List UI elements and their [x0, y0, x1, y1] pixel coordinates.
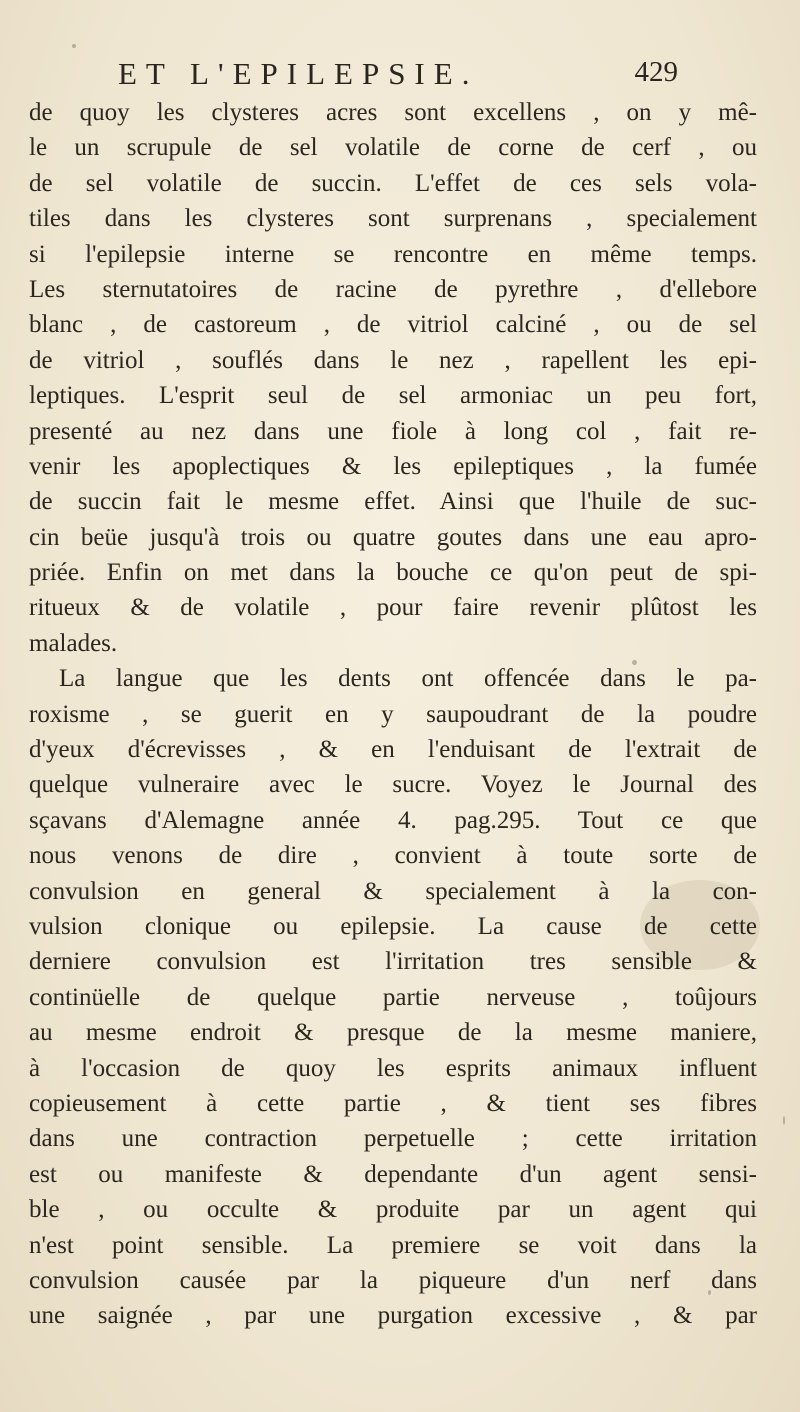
page-header [118, 56, 678, 96]
text-line: à l'occasion de quoy les esprits animaux influent [29, 1054, 757, 1082]
text-line: si l'epilepsie interne se rencontre en même temps. [29, 240, 757, 268]
text-line: quelque vulneraire avec le sucre. Voyez le Journal des [29, 771, 757, 799]
text-line: le un scrupule de sel volatile de corne de cerf , ou [29, 134, 757, 162]
text-line: Les sternutatoires de racine de pyrethre , d'ellebore [29, 275, 757, 303]
text-line: convulsion causée par la piqueure d'un nerf dans [29, 1266, 757, 1294]
text-line: roxisme , se guerit en y saupoudrant de la poudre [29, 700, 757, 728]
text-line: copieusement à cette partie , & tient ses fibres [29, 1089, 757, 1117]
text-line: ritueux & de volatile , pour faire revenir plûtost les [29, 594, 757, 622]
text-line: continüelle de quelque partie nerveuse , toûjours [29, 983, 757, 1011]
text-line: leptiques. L'esprit seul de sel armoniac un peu fort, [29, 382, 757, 410]
text-line: une saignée , par une purgation excessive , & par [29, 1302, 757, 1330]
text-line: ble , ou occulte & produite par un agent qui [29, 1196, 757, 1224]
text-line: de quoy les clysteres acres sont excellens , on y mê- [29, 99, 757, 126]
text-line: malades. [29, 629, 118, 657]
text-line: derniere convulsion est l'irritation tres sensible & [29, 948, 757, 976]
ink-speck [783, 1116, 785, 1125]
text-line: d'yeux d'écrevisses , & en l'enduisant de l'extrait de [29, 736, 757, 764]
body-text [29, 95, 757, 1334]
paragraph-start-line: La langue que les dents ont offencée dans le pa- [59, 665, 757, 693]
page-number: 429 [634, 56, 678, 88]
text-line: est ou manifeste & dependante d'un agent sensi- [29, 1160, 757, 1188]
text-line: blanc , de castoreum , de vitriol calciné , ou de sel [29, 311, 757, 339]
text-line: de vitriol , souflés dans le nez , rapellent les epi- [29, 346, 757, 374]
text-line: dans une contraction perpetuelle ; cette irritation [29, 1125, 757, 1153]
running-head: ET L'EPILEPSIE. [118, 56, 479, 91]
text-line: sçavans d'Alemagne année 4. pag.295. Tout ce que [29, 806, 757, 834]
text-line: nous venons de dire , convient à toute sorte de [29, 842, 757, 870]
text-line: de sel volatile de succin. L'effet de ces sels vola- [29, 169, 757, 197]
text-line: venir les apoplectiques & les epileptiques , la fumée [29, 452, 757, 480]
text-line: presenté au nez dans une fiole à long col , fait re- [29, 417, 757, 445]
text-line: n'est point sensible. La premiere se voit dans la [29, 1231, 757, 1259]
text-line: convulsion en general & specialement à la con- [29, 877, 757, 905]
text-line: cin beüe jusqu'à trois ou quatre goutes dans une eau apro- [29, 523, 757, 551]
text-line: vulsion clonique ou epilepsie. La cause de cette [29, 912, 757, 940]
text-line: tiles dans les clysteres sont surprenans , specialement [29, 205, 757, 233]
ink-speck [72, 44, 76, 48]
text-line: au mesme endroit & presque de la mesme maniere, [29, 1019, 757, 1047]
text-line: de succin fait le mesme effet. Ainsi que l'huile de suc- [29, 488, 757, 516]
text-line: priée. Enfin on met dans la bouche ce qu'on peut de spi- [29, 559, 757, 587]
